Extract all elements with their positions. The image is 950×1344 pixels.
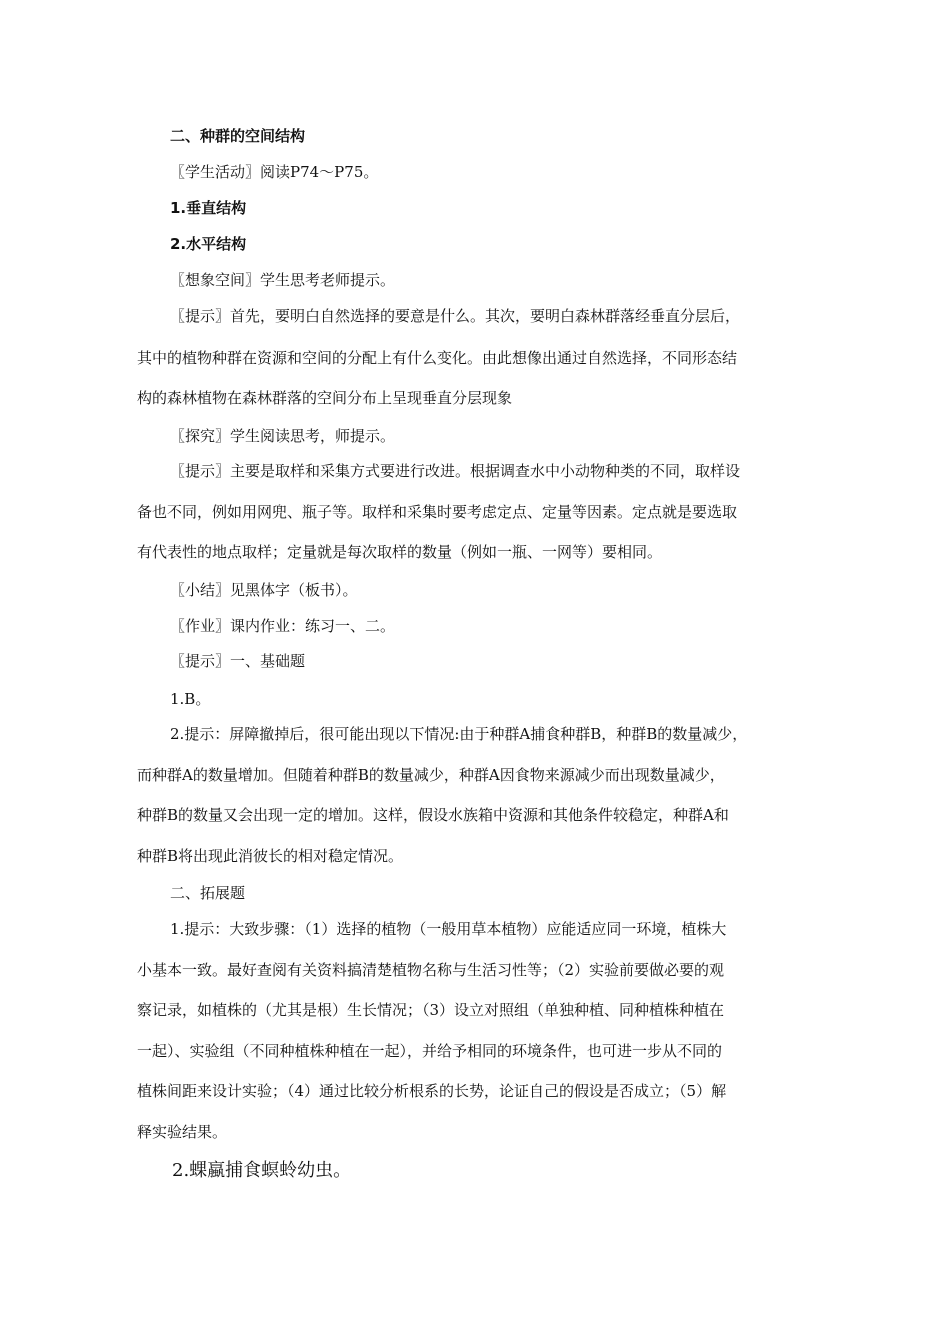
extension-title: 二、拓展题 (170, 884, 246, 902)
vertical-structure-heading: 1.垂直结构 (170, 199, 247, 217)
hint1-line: 〖提示〗首先，要明白自然选择的要意是什么。其次，要明白森林群落经垂直分层后， (170, 307, 741, 325)
ext-answer-1-line: 1.提示：大致步骤：（1）选择的植物（一般用草本植物）应能适应同一环境，植株大 (170, 920, 727, 938)
student-activity: 〖学生活动〗阅读P74～P75。 (170, 163, 379, 181)
ext-answer-1-line: 一起）、实验组（不同种植株种植在一起），并给予相同的环境条件，也可进一步从不同的 (137, 1042, 723, 1060)
ext-answer-2: 2.蜾蠃捕食螟蛉幼虫。 (172, 1160, 352, 1181)
homework: 〖作业〗课内作业：练习一、二。 (170, 617, 396, 635)
basic-answer-2-line: 2.提示：屏障撤掉后，很可能出现以下情况:由于种群A捕食种群B，种群B的数量减少， (170, 725, 748, 743)
explore: 〖探究〗学生阅读思考，师提示。 (170, 427, 396, 445)
hint2-line: 〖提示〗主要是取样和采集方式要进行改进。根据调查水中小动物种类的不同，取样设 (170, 462, 741, 480)
hint1-line: 构的森林植物在森林群落的空间分布上呈现垂直分层现象 (137, 389, 513, 407)
basic-answer-2-line: 而种群A的数量增加。但随着种群B的数量减少，种群A因食物来源减少而出现数量减少， (137, 766, 725, 784)
section-title: 二、种群的空间结构 (170, 127, 306, 145)
hint3: 〖提示〗一、基础题 (170, 652, 306, 670)
hint1-line: 其中的植物种群在资源和空间的分配上有什么变化。由此想像出通过自然选择，不同形态结 (137, 349, 738, 367)
hint2-line: 备也不同，例如用网兜、瓶子等。取样和采集时要考虑定点、定量等因素。定点就是要选取 (137, 503, 738, 521)
ext-answer-1-line: 释实验结果。 (137, 1123, 228, 1141)
basic-answer-1: 1.B。 (170, 690, 211, 708)
imagine-space: 〖想象空间〗学生思考老师提示。 (170, 271, 396, 289)
summary: 〖小结〗见黑体字（板书）。 (170, 581, 358, 599)
ext-answer-1-line: 小基本一致。最好查阅有关资料搞清楚植物名称与生活习性等；（2）实验前要做必要的观 (137, 961, 725, 979)
ext-answer-1-line: 察记录，如植株的（尤其是根）生长情况；（3）设立对照组（单独种植、同种植株种植在 (137, 1001, 725, 1019)
hint2-line: 有代表性的地点取样；定量就是每次取样的数量（例如一瓶、一网等）要相同。 (137, 543, 663, 561)
ext-answer-1-line: 植株间距来设计实验；（4）通过比较分析根系的长势，论证自己的假设是否成立；（5）解 (137, 1082, 727, 1100)
basic-answer-2-line: 种群B的数量又会出现一定的增加。这样，假设水族箱中资源和其他条件较稳定，种群A和 (137, 806, 729, 824)
basic-answer-2-line: 种群B将出现此消彼长的相对稳定情况。 (137, 847, 404, 865)
horizontal-structure-heading: 2.水平结构 (170, 235, 247, 253)
